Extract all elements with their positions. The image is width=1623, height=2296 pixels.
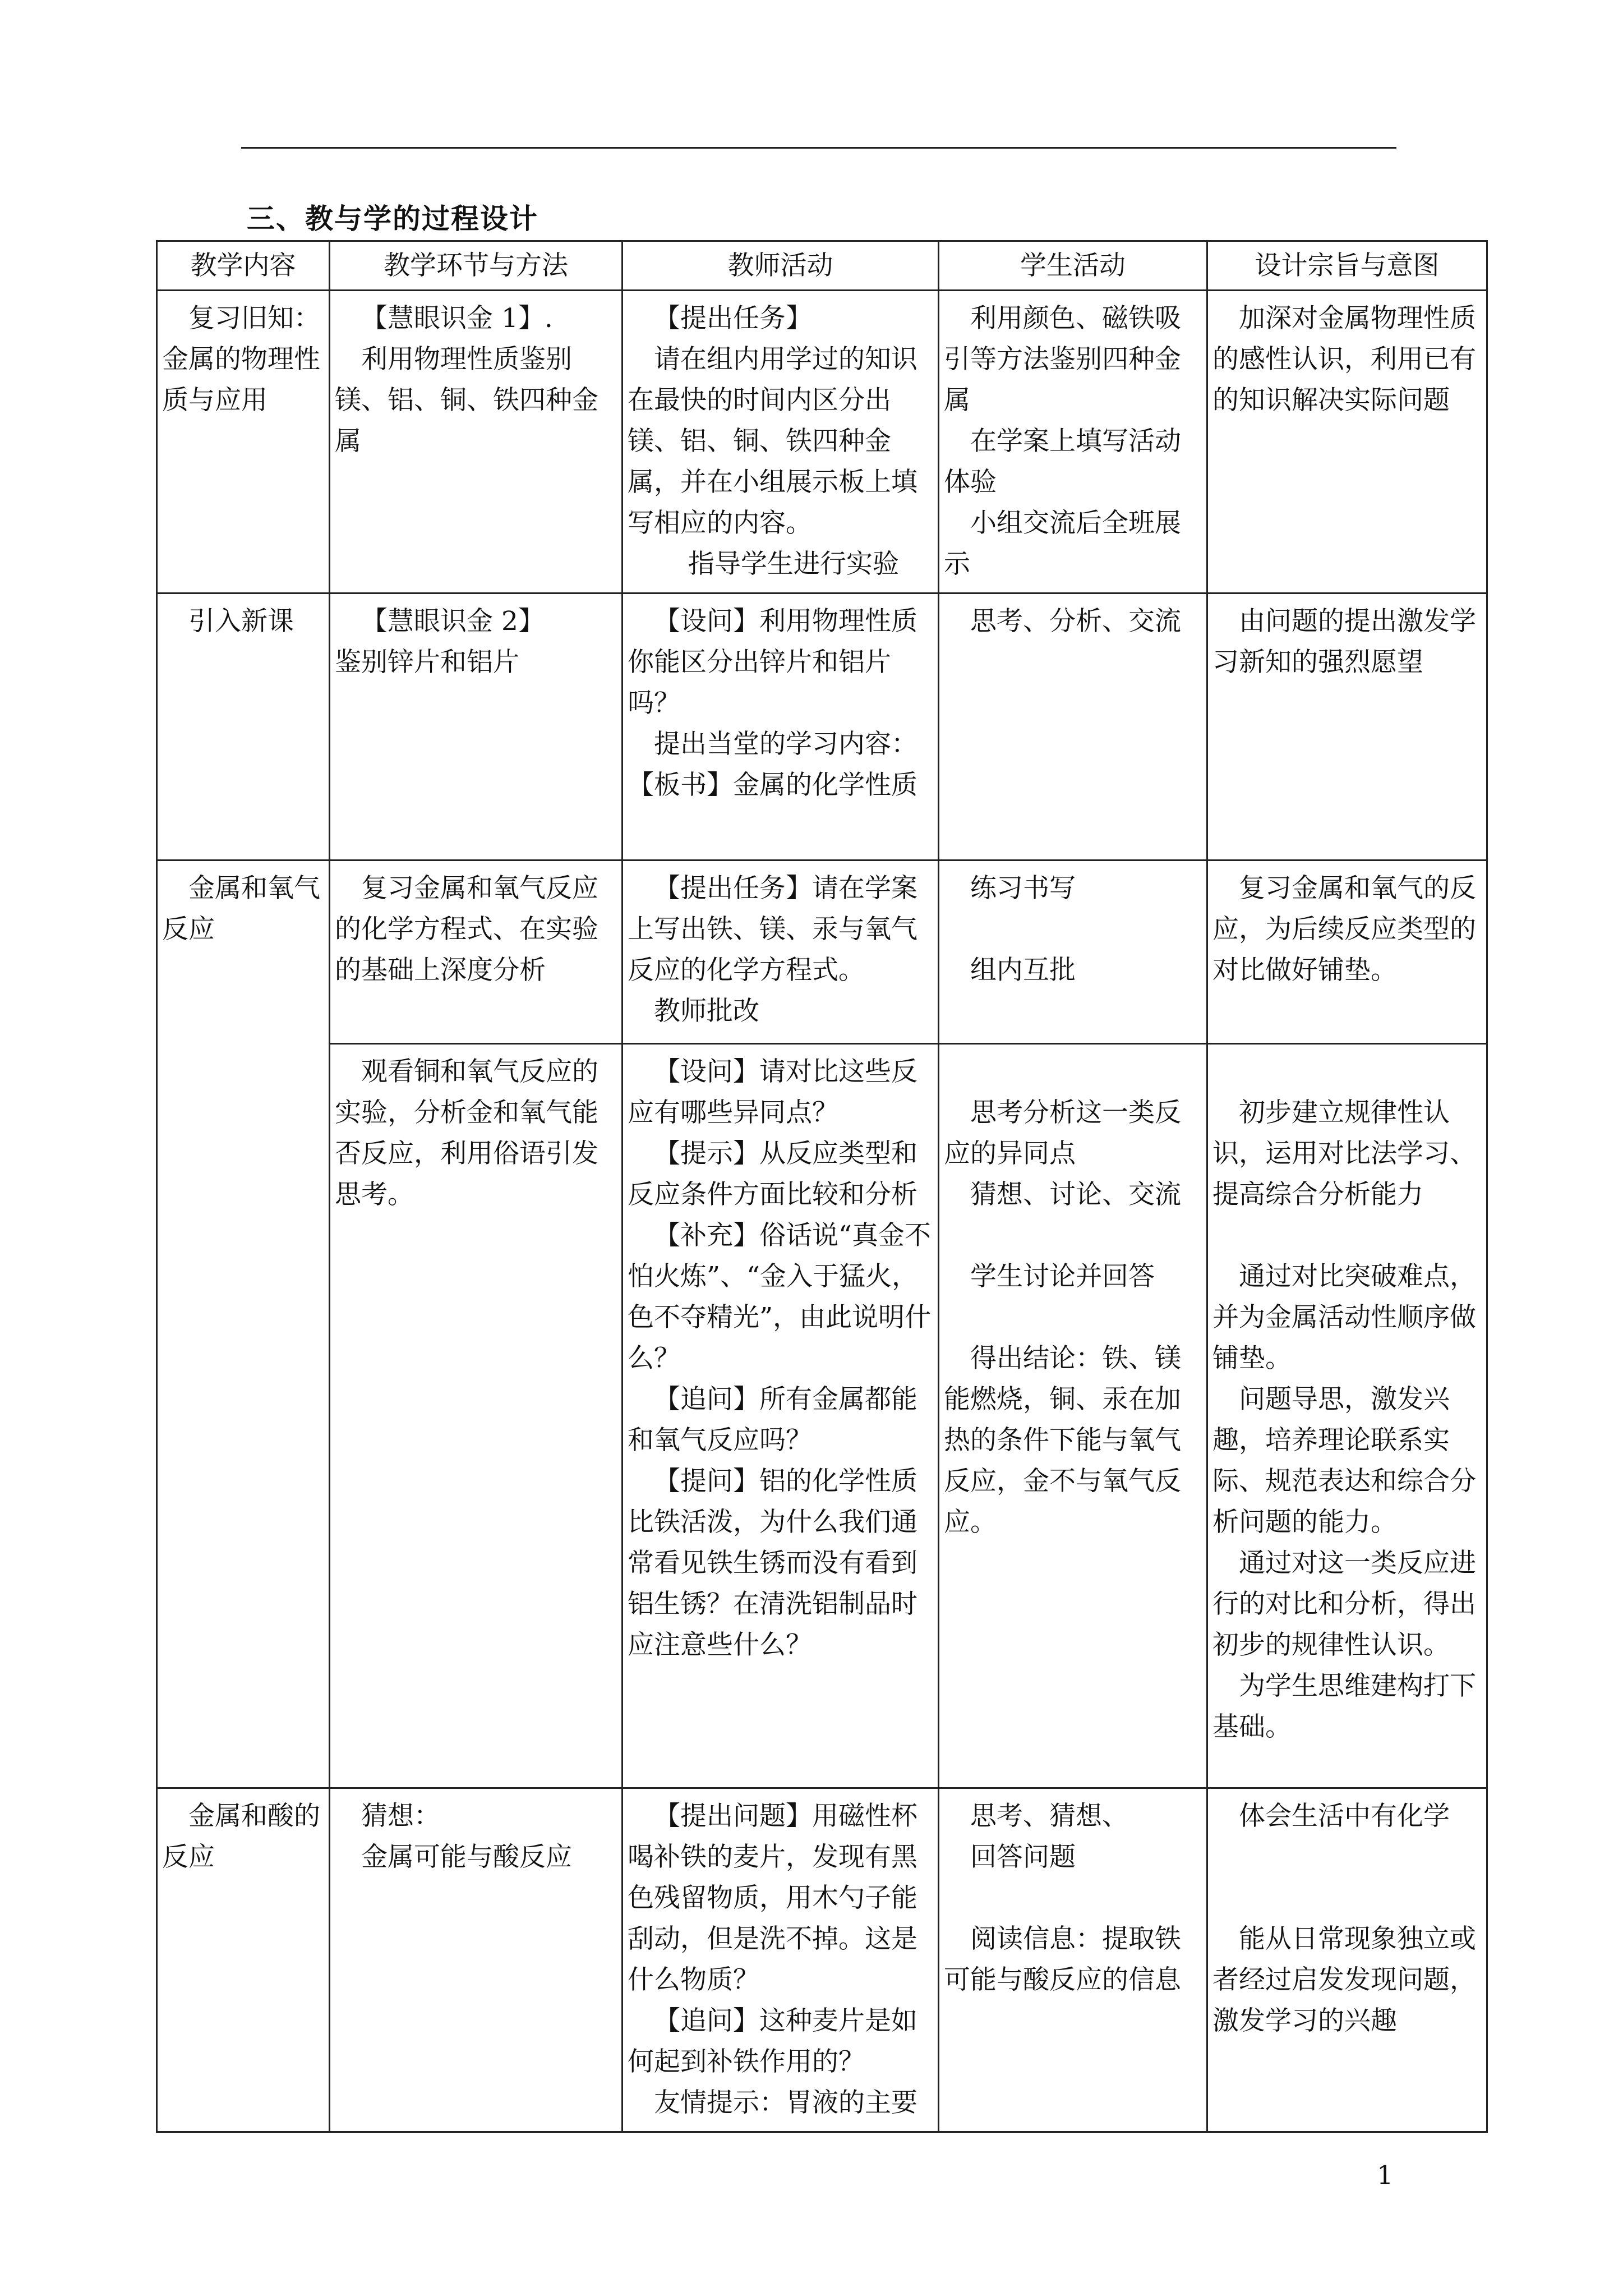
table-row (157, 593, 1487, 861)
spacer (944, 1051, 1202, 1092)
table-row (157, 1044, 1487, 1788)
cell-text: 初步建立规律性认识，运用对比法学习、提高综合分析能力 (1212, 1097, 1476, 1210)
cell-text: 【提出任务】 (654, 303, 812, 334)
cell-text: 【设问】利用物理性质你能区分出锌片和铝片吗？ (628, 606, 917, 719)
cell-text: 提出当堂的学习内容： (654, 729, 917, 760)
cell-text: 利用颜色、磁铁吸引等方法鉴别四种金属 (944, 303, 1181, 416)
spacer (944, 1215, 1202, 1256)
content-cell (157, 861, 330, 1788)
spacer (944, 1878, 1202, 1918)
cell-text: 能从日常现象独立或者经过启发发现问题，激发学习的兴趣 (1212, 1924, 1476, 2036)
table-header-row (157, 241, 1487, 291)
student-cell (939, 291, 1207, 593)
teacher-cell (623, 593, 939, 861)
header-cell: 教师活动 (623, 241, 939, 291)
spacer (1212, 1878, 1482, 1918)
teacher-cell (623, 1788, 939, 2132)
cell-text: 得出结论：铁、镁能燃烧，铜、汞在加热的条件下能与氧气反应，金不与氧气反应。 (944, 1343, 1181, 1538)
cell-text: 通过对这一类反应进行的对比和分析，得出初步的规律性认识。 (1212, 1548, 1476, 1660)
cell-text: 阅读信息：提取铁可能与酸反应的信息 (944, 1924, 1181, 1995)
cell-text: 金属可能与酸反应 (361, 1842, 572, 1872)
cell-text: 体会生活中有化学 (1239, 1801, 1450, 1832)
cell-text: 【慧眼识金 1】. (361, 303, 553, 334)
cell-text: 金属和酸的反应 (162, 1801, 320, 1872)
cell-text: 复习旧知：金属的物理性质与应用 (162, 303, 320, 416)
purpose-cell (1207, 1788, 1487, 2132)
spacer (1212, 1837, 1482, 1878)
cell-text: 【提出任务】请在学案上写出铁、镁、汞与氧气反应的化学方程式。 (628, 873, 917, 986)
cell-text: 思考、分析、交流 (970, 606, 1181, 637)
purpose-cell (1207, 861, 1487, 1044)
cell-text: 组内互批 (970, 955, 1076, 986)
cell-text: 通过对比突破难点，并为金属活动性顺序做铺垫。 (1212, 1261, 1476, 1374)
method-cell (330, 861, 623, 1044)
spacer (944, 1297, 1202, 1338)
student-cell (939, 1044, 1207, 1788)
cell-text: 利用物理性质鉴别镁、铝、铜、铁四种金属 (335, 344, 598, 457)
cell-text: 【提问】铝的化学性质比铁活泼，为什么我们通常看见铁生锈而没有看到铝生锈？在清洗铝制品时应注意些什么？ (628, 1466, 917, 1660)
cell-text: 复习金属和氧气的反应，为后续反应类型的对比做好铺垫。 (1212, 873, 1476, 986)
lesson-design-table (156, 240, 1488, 2133)
cell-text: 问题导思，激发兴趣，培养理论联系实际、规范表达和综合分析问题的能力。 (1212, 1384, 1476, 1538)
cell-text: 在学案上填写活动体验 (944, 426, 1181, 498)
header-cell: 教学内容 (157, 241, 330, 291)
table-row (157, 291, 1487, 593)
purpose-cell (1207, 291, 1487, 593)
cell-text: 回答问题 (970, 1842, 1076, 1872)
table-row (157, 861, 1487, 1044)
method-cell (330, 1788, 623, 2132)
purpose-cell (1207, 1044, 1487, 1788)
cell-text: 【设问】请对比这些反应有哪些异同点？ (628, 1056, 917, 1128)
purpose-cell (1207, 593, 1487, 861)
cell-text: 学生讨论并回答 (970, 1261, 1155, 1292)
header-cell: 教学环节与方法 (330, 241, 623, 291)
cell-text: 教师批改 (654, 996, 759, 1027)
teacher-cell (623, 1044, 939, 1788)
cell-text: 【追问】所有金属都能和氧气反应吗？ (628, 1384, 917, 1456)
teacher-cell (623, 861, 939, 1044)
table-row (157, 1788, 1487, 2132)
method-cell (330, 291, 623, 593)
cell-text: 由问题的提出激发学习新知的强烈愿望 (1212, 606, 1476, 678)
cell-text: 【板书】金属的化学性质 (628, 770, 917, 800)
cell-text: 【提出问题】用磁性杯喝补铁的麦片，发现有黑色残留物质，用木勺子能刮动，但是洗不掉。这是什么物质？ (628, 1801, 917, 1995)
cell-text: 请在组内用学过的知识在最快的时间内区分出镁、铝、铜、铁四种金属，并在小组展示板上填写相应的内容。 (628, 344, 917, 539)
cell-text: 为学生思维建构打下基础。 (1212, 1671, 1476, 1742)
spacer (1212, 1051, 1482, 1092)
method-cell (330, 1044, 623, 1788)
method-cell (330, 593, 623, 861)
cell-text: 金属和氧气反应 (162, 873, 320, 945)
student-cell (939, 593, 1207, 861)
header-cell: 设计宗旨与意图 (1207, 241, 1487, 291)
cell-text: 【补充】俗话说“真金不怕火炼”、“金入于猛火，色不夺精光”，由此说明什么？ (628, 1220, 932, 1374)
spacer (944, 909, 1202, 950)
content-cell (157, 1788, 330, 2132)
cell-text: 友情提示：胃液的主要 (654, 2087, 917, 2118)
cell-text: 鉴别锌片和铝片 (335, 647, 519, 678)
cell-text: 引入新课 (188, 606, 294, 637)
content-cell (157, 291, 330, 593)
section-title: 三、教与学的过程设计 (247, 202, 538, 235)
student-cell (939, 861, 1207, 1044)
content-cell (157, 593, 330, 861)
spacer (1212, 1215, 1482, 1256)
cell-text: 加深对金属物理性质的感性认识，利用已有的知识解决实际问题 (1212, 303, 1476, 416)
cell-text: 复习金属和氧气反应的化学方程式、在实验的基础上深度分析 (335, 873, 598, 986)
cell-text: 猜想、讨论、交流 (970, 1179, 1181, 1210)
cell-text: 猜想： (361, 1801, 440, 1832)
header-cell: 学生活动 (939, 241, 1207, 291)
cell-text: 思考分析这一类反应的异同点 (944, 1097, 1181, 1169)
header-rule (241, 147, 1396, 149)
teacher-cell (623, 291, 939, 593)
page-number: 1 (1377, 2160, 1394, 2190)
cell-text: 【慧眼识金 2】 (361, 606, 545, 637)
cell-text: 【提示】从反应类型和反应条件方面比较和分析 (628, 1138, 917, 1210)
cell-text: 【追问】这种麦片是如何起到补铁作用的？ (628, 2005, 917, 2077)
cell-text: 小组交流后全班展示 (944, 508, 1181, 579)
cell-text: 思考、猜想、 (970, 1801, 1128, 1832)
cell-text: 观看铜和氧气反应的实验，分析金和氧气能否反应，利用俗语引发思考。 (335, 1056, 598, 1210)
cell-text: 练习书写 (970, 873, 1076, 904)
student-cell (939, 1788, 1207, 2132)
cell-text: 指导学生进行实验 (688, 549, 899, 579)
